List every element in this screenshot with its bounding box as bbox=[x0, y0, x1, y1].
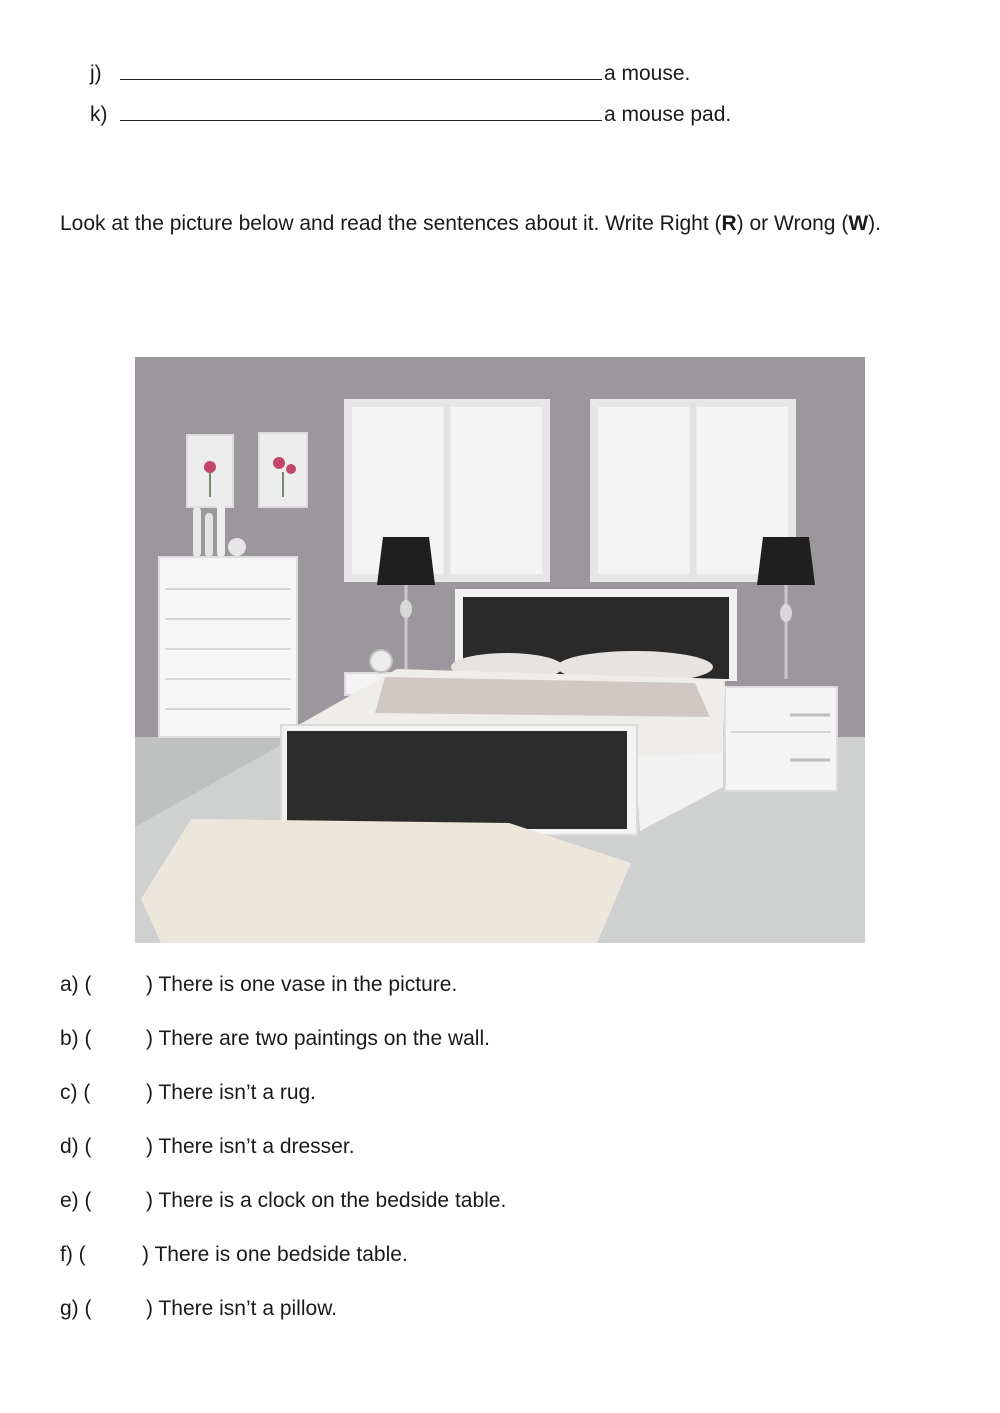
question-g: g) ( ) There isn’t a pillow. bbox=[60, 1297, 338, 1320]
answer-blank[interactable] bbox=[120, 63, 602, 80]
wrong-letter: W bbox=[848, 212, 869, 235]
question-f: f) ( ) There is one bedside table. bbox=[60, 1243, 408, 1266]
window-left bbox=[348, 403, 546, 578]
item-text: a mouse pad. bbox=[604, 103, 732, 126]
clock bbox=[370, 650, 392, 672]
item-letter: k) bbox=[90, 103, 108, 126]
bedroom-photo bbox=[135, 357, 865, 943]
question-e: e) ( ) There is a clock on the bedside table. bbox=[60, 1189, 507, 1212]
nightstand-right bbox=[725, 687, 837, 791]
exercise-line-k bbox=[90, 103, 731, 127]
item-letter: j) bbox=[90, 62, 102, 85]
footboard bbox=[281, 725, 637, 835]
exercise-line-j bbox=[90, 62, 690, 86]
instructions: Look at the picture below and read the sentences about it. Write Right (R) or Wrong (W). bbox=[60, 212, 881, 235]
right-letter: R bbox=[721, 212, 737, 235]
question-c: c) ( ) There isn’t a rug. bbox=[60, 1081, 317, 1104]
question-b: b) ( ) There are two paintings on the wall. bbox=[60, 1027, 490, 1050]
item-text: a mouse. bbox=[604, 62, 691, 85]
question-d: d) ( ) There isn’t a dresser. bbox=[60, 1135, 355, 1158]
painting-right bbox=[259, 433, 307, 507]
question-a: a) ( ) There is one vase in the picture. bbox=[60, 973, 458, 996]
answer-blank[interactable] bbox=[120, 104, 602, 121]
painting-left bbox=[187, 435, 233, 507]
